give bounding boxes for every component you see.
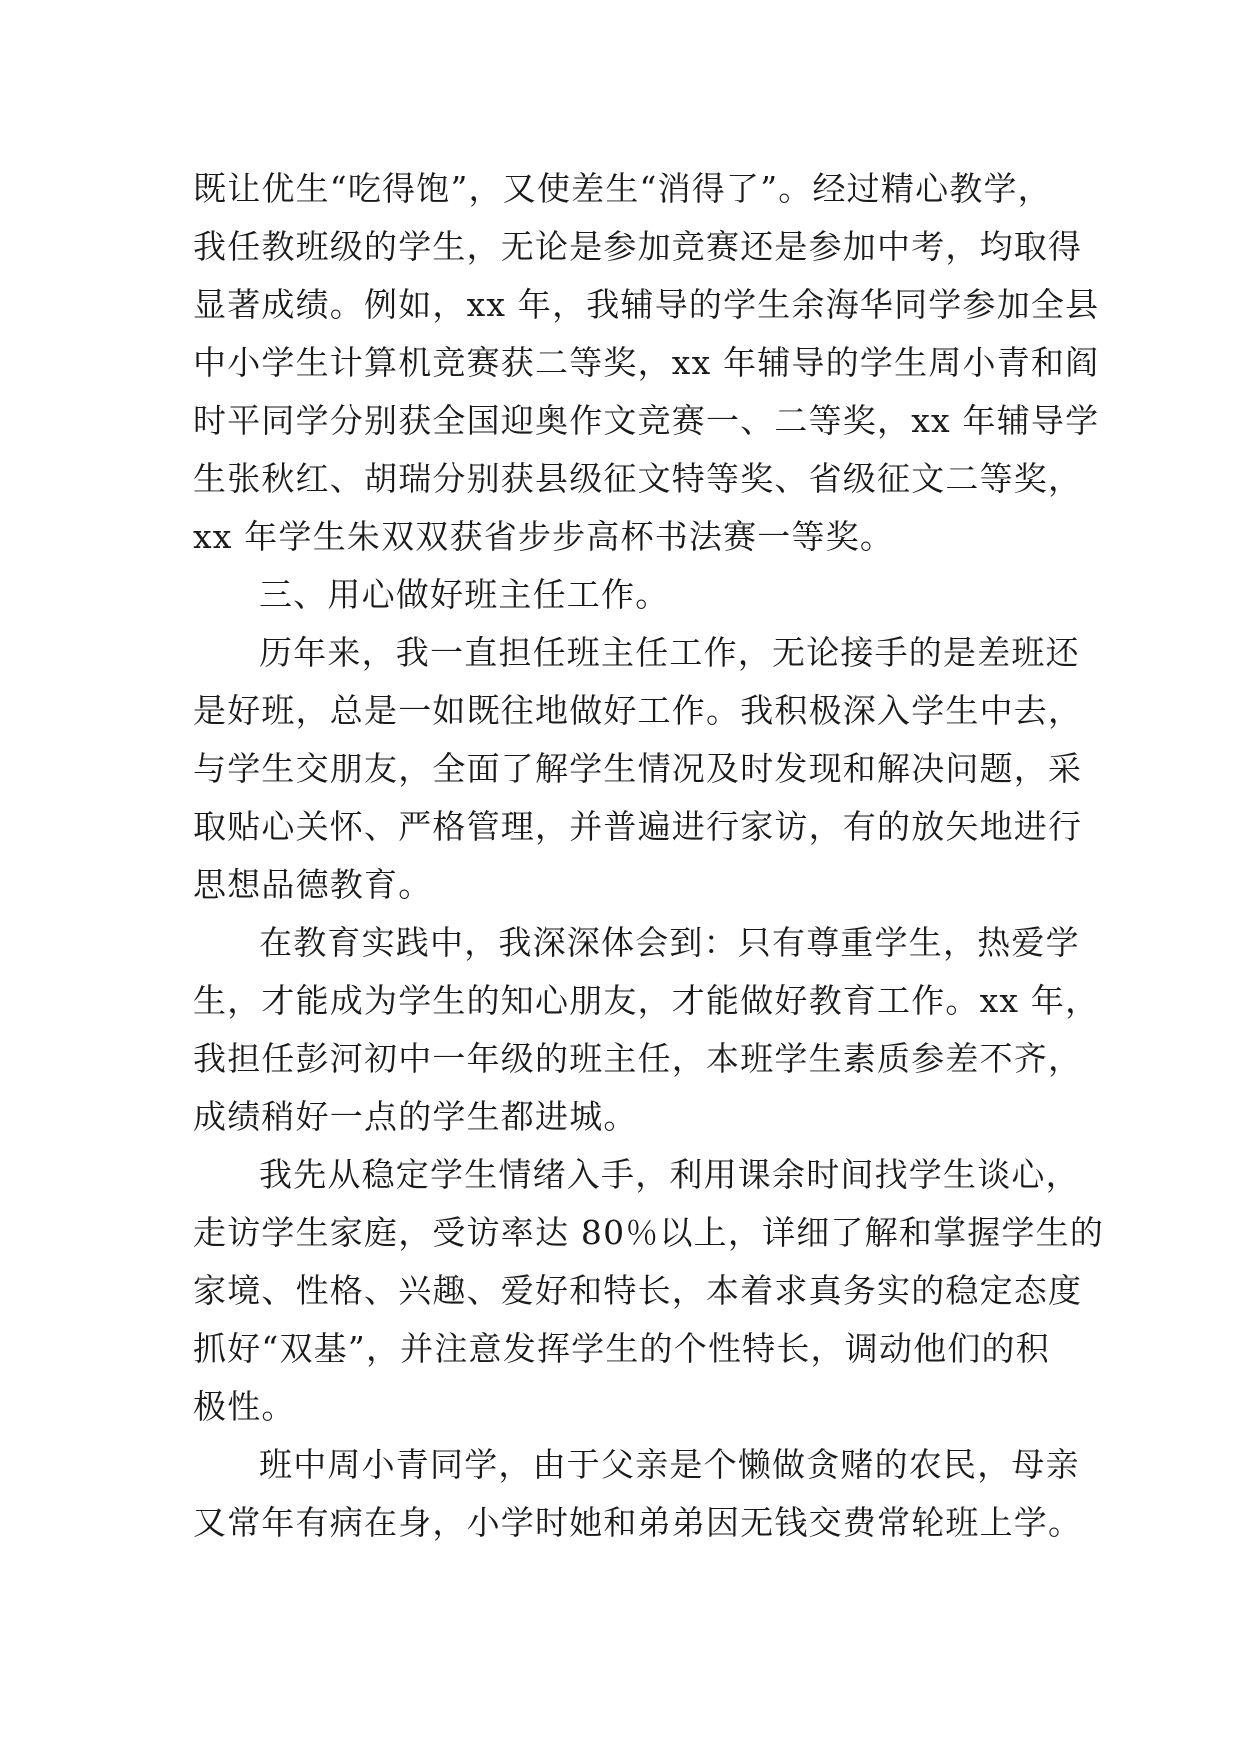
body-text (193, 160, 1105, 1552)
text-line: 我担任彭河初中一年级的班主任，本班学生素质参差不齐， (193, 1039, 1083, 1078)
text-line: 显著成绩。例如，xx 年，我辅导的学生余海华同学参加全县 (193, 285, 1100, 324)
text-line: 思想品德教育。 (193, 865, 433, 904)
text-line: 是好班，总是一如既往地做好工作。我积极深入学生中去， (193, 691, 1083, 730)
text-line: 家境、性格、兴趣、爱好和特长，本着求真务实的稳定态度 (193, 1271, 1083, 1310)
text-line: 中小学生计算机竞赛获二等奖，xx 年辅导的学生周小青和阎 (193, 343, 1100, 382)
paragraph-first-line: 我先从稳定学生情绪入手，利用课余时间找学生谈心， (259, 1155, 1080, 1194)
text-line: 取贴心关怀、严格管理，并普遍进行家访，有的放矢地进行 (193, 807, 1083, 846)
text-line: xx 年学生朱双双获省步步高杯书法赛一等奖。 (193, 517, 895, 556)
paragraph-first-line: 班中周小青同学，由于父亲是个懒做贪赌的农民，母亲 (259, 1445, 1080, 1484)
text-line: 生张秋红、胡瑞分别获县级征文特等奖、省级征文二等奖， (193, 459, 1083, 498)
text-line: 与学生交朋友，全面了解学生情况及时发现和解决问题，采 (193, 749, 1083, 788)
text-line: 时平同学分别获全国迎奥作文竞赛一、二等奖，xx 年辅导学 (193, 401, 1100, 440)
text-line: 又常年有病在身，小学时她和弟弟因无钱交费常轮班上学。 (193, 1503, 1083, 1542)
text-line: 生，才能成为学生的知心朋友，才能做好教育工作。xx 年， (193, 981, 1100, 1020)
paragraph-first-line: 历年来，我一直担任班主任工作，无论接手的是差班还 (259, 633, 1080, 672)
text-line: 成绩稍好一点的学生都进城。 (193, 1097, 638, 1136)
text-line: 走访学生家庭，受访率达 80％以上，详细了解和掌握学生的 (193, 1213, 1105, 1252)
text-line: 极性。 (193, 1387, 296, 1426)
text-line: 抓好“双基”，并注意发挥学生的个性特长，调动他们的积 (193, 1329, 1050, 1368)
text-line: 我任教班级的学生，无论是参加竞赛还是参加中考，均取得 (193, 227, 1083, 266)
paragraph-first-line: 在教育实践中，我深深体会到：只有尊重学生，热爱学 (259, 923, 1080, 962)
section-heading: 三、用心做好班主任工作。 (259, 575, 670, 614)
text-line: 既让优生“吃得饱”，又使差生“消得了”。经过精心教学， (193, 169, 1052, 208)
